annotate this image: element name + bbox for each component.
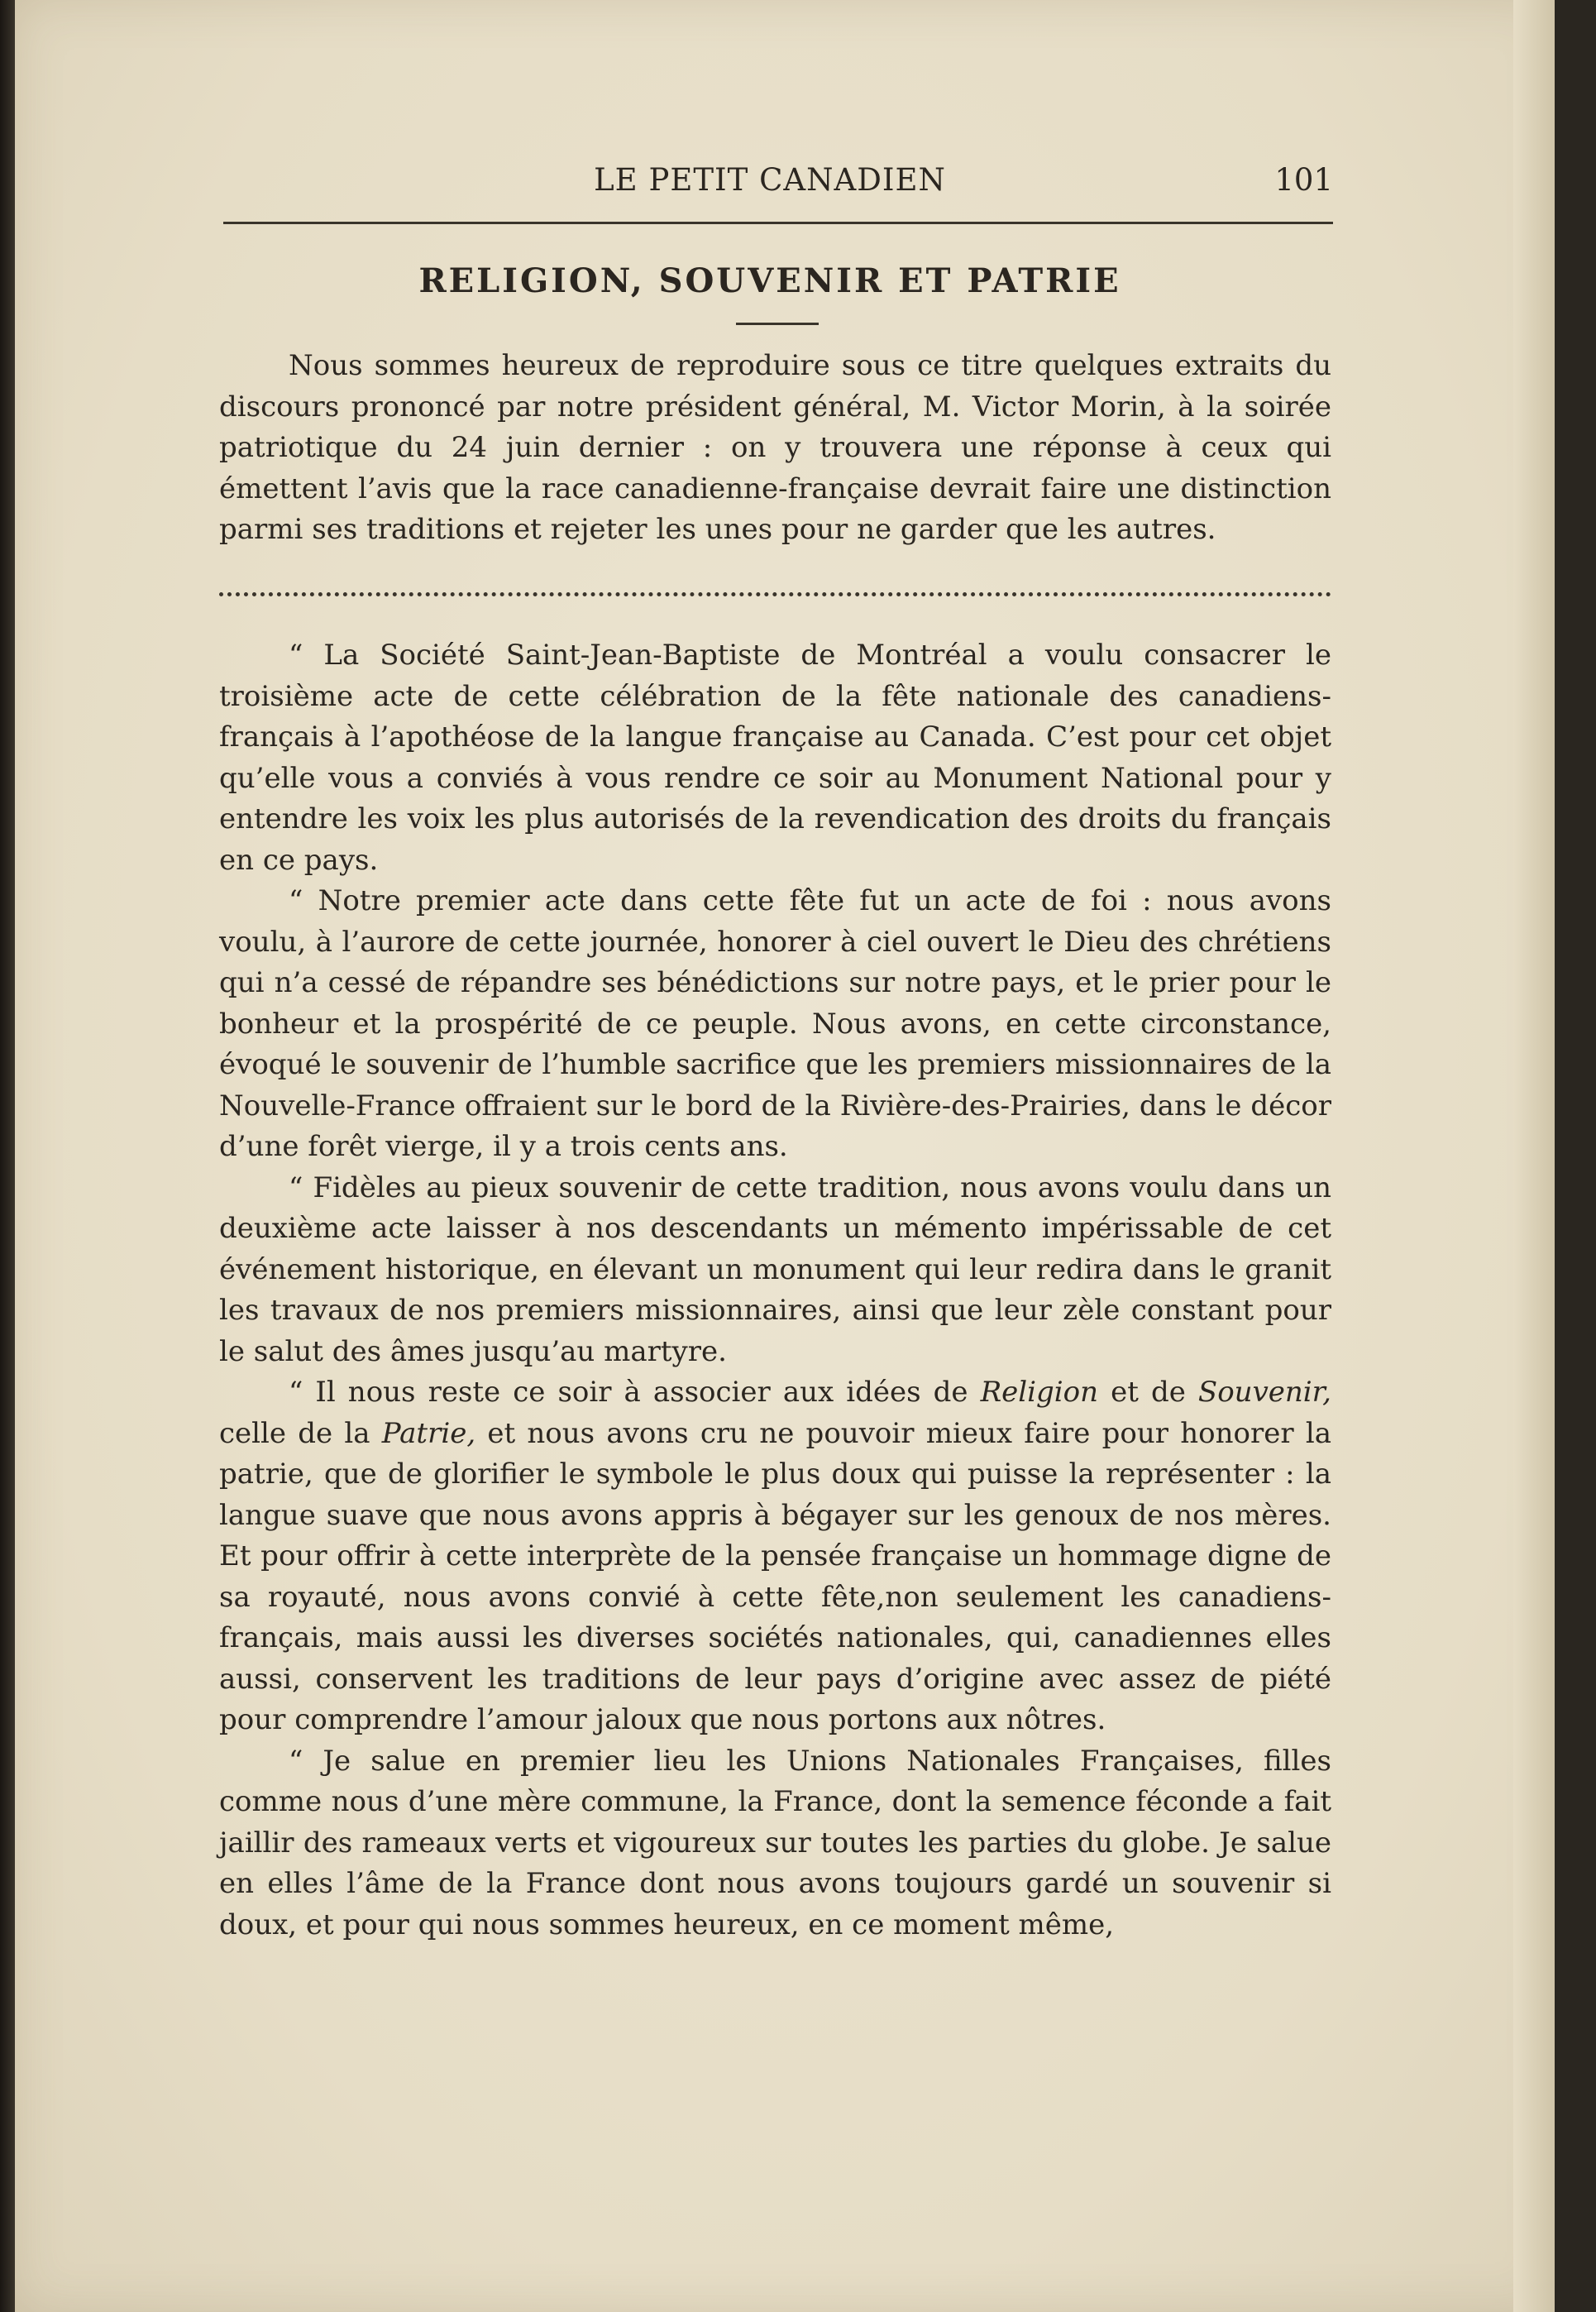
speech-paragraph-1: “ La Société Saint-Jean-Baptiste de Montréal a voulu consacrer le troisième acte de cette célébration de la fête nationale des canadiens-français à l’apothéose de la langue française au Canada. C’est pour cet objet qu’elle vous a conviés à vous rendre ce soir au Monument National pour y entendre les voix les plus autorisés de la revendication des droits du français en ce pays. bbox=[219, 639, 1331, 877]
dotted-separator bbox=[219, 592, 1331, 613]
page-number: 101 bbox=[1274, 162, 1333, 198]
para4-part-c: celle de la bbox=[219, 1416, 382, 1450]
article-title: RELIGION, SOUVENIR ET PATRIE bbox=[418, 261, 1121, 300]
intro-section bbox=[219, 346, 1331, 551]
header-rule bbox=[223, 222, 1333, 224]
book-spine-shadow bbox=[0, 0, 15, 2312]
para4-part-b: et de bbox=[1098, 1376, 1198, 1409]
para4-part-d: et nous avons cru ne pouvoir mieux faire pour honorer la patrie, que de glorifier le symbole le plus doux qui puisse la représenter : la langue suave que nous avons appris à bégayer sur les genoux de nos mères. Et pour offrir à cette interprète de la pensée française un hommage digne de sa royauté, nous avons convié à cette fête,non seulement les canadiens-français, mais aussi les diverses sociétés nationales, qui, canadiennes elles aussi, conservent les traditions de leur pays d’origine avec assez de piété pour comprendre l’amour jaloux que nous portons aux nôtres. bbox=[219, 1416, 1331, 1736]
speech-paragraph-2: “ Notre premier acte dans cette fête fut un acte de foi : nous avons voulu, à l’aurore de cette journée, honorer à ciel ouvert le Dieu des chrétiens qui n’a cessé de répandre ses bénédictions sur notre pays, et le prier pour le bonheur et la prospérité de ce peuple. Nous avons, en cette circonstance, évoqué le souvenir de l’humble sacrifice que les premiers missionnaires de la Nouvelle-France offraient sur le bord de la Rivière-des-Prairies, dans le décor d’une forêt vierge, il y a trois cents ans. bbox=[219, 884, 1331, 1163]
speech-paragraph-3: “ Fidèles au pieux souvenir de cette tradition, nous avons voulu dans un deuxième acte laisser à nos descendants un mémento impérissable de cet événement historique, en élevant un monument qui leur redira dans le granit les travaux de nos premiers missionnaires, ainsi que leur zèle constant pour le salut des âmes jusqu’au martyre. bbox=[219, 1170, 1331, 1368]
book-page bbox=[15, 0, 1555, 2312]
speech-section bbox=[219, 635, 1331, 1946]
speech-paragraph-4 bbox=[219, 1372, 1331, 1741]
word-religion: Religion bbox=[980, 1376, 1099, 1409]
page-edge bbox=[1513, 0, 1555, 2312]
title-rule bbox=[736, 323, 819, 325]
running-title: LE PETIT CANADIEN bbox=[594, 162, 946, 198]
word-patrie: Patrie, bbox=[381, 1416, 476, 1450]
intro-paragraph: Nous sommes heureux de reproduire sous ce titre quelques extraits du discours prononcé par notre président général, M. Victor Morin, à la soirée patriotique du 24 juin dernier : on y trouvera une réponse à ceux qui émettent l’avis que la race canadienne-française devrait faire une distinction parmi ses traditions et rejeter les unes pour ne garder que les autres. bbox=[219, 349, 1331, 546]
running-head bbox=[207, 162, 1333, 208]
speech-paragraph-5: “ Je salue en premier lieu les Unions Nationales Françaises, filles comme nous d’une mère commune, la France, dont la semence féconde a fait jaillir des rameaux verts et vigoureux sur toutes les parties du globe. Je salue en elles l’âme de la France dont nous avons toujours gardé un souvenir si doux, et pour qui nous sommes heureux, en ce moment même, bbox=[219, 1744, 1331, 1941]
word-souvenir: Souvenir, bbox=[1197, 1376, 1331, 1409]
para4-part-a: “ Il nous reste ce soir à associer aux idées de bbox=[289, 1376, 981, 1409]
